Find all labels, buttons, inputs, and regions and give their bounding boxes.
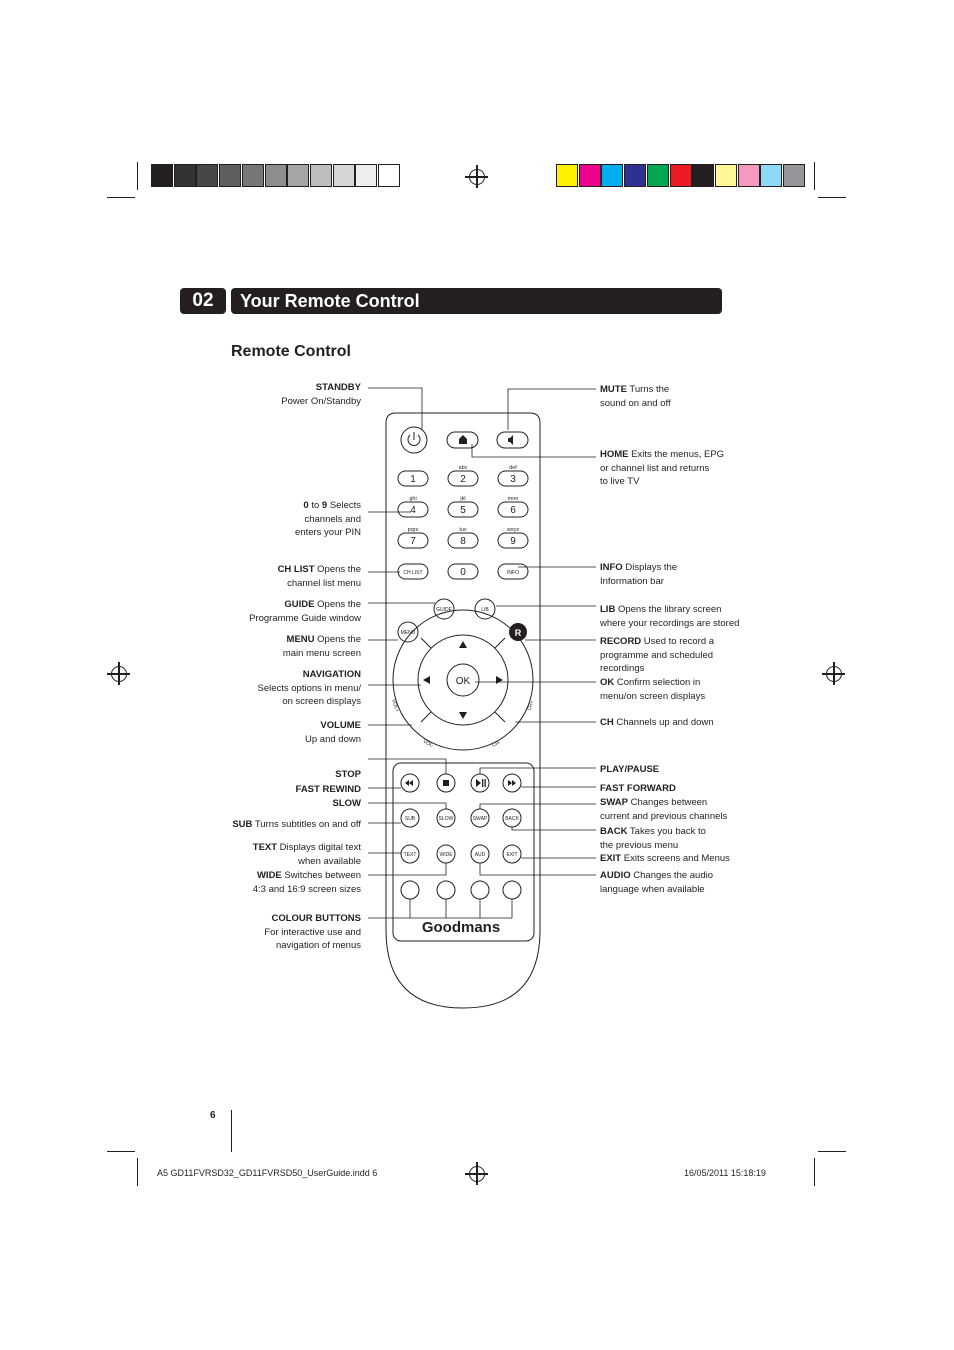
digit-2-letters: abc [458, 465, 468, 471]
label-record: RECORD Used to record a programme and scheduled recordings [600, 636, 715, 674]
digit-3-label: 3 [510, 474, 516, 485]
vol-plus-label: VOL+ [389, 698, 400, 713]
ch-list-label: CH LIST [403, 570, 423, 576]
back-label: BACK [505, 816, 519, 822]
colour-button-blue [503, 881, 521, 899]
label-back: BACK Takes you back to the previous menu [600, 826, 706, 851]
ch-minus-label: CH- [491, 739, 502, 749]
sub-label: SUB [404, 816, 416, 822]
menu-label: MENU [400, 630, 416, 636]
forward-icon [508, 780, 512, 786]
digit-6-label: 6 [510, 505, 516, 516]
colour-button-yellow [471, 881, 489, 899]
label-menu: MENU Opens the main menu screen [282, 634, 361, 659]
ok-label: OK [455, 676, 471, 687]
record-label: R [514, 628, 522, 638]
brand-logo: Goodmans [421, 919, 501, 936]
digit-9-letters: wxyz [506, 527, 520, 533]
digit-1-label: 1 [410, 474, 416, 485]
label-sub: SUB Turns subtitles on and off [232, 819, 361, 830]
chapter-number: 02 [180, 288, 226, 314]
label-play-pause: PLAY/PAUSE [600, 764, 660, 775]
label-ch: CH Channels up and down [600, 717, 714, 728]
label-stop: STOP [335, 769, 361, 780]
vol-minus-label: VOL- [421, 738, 435, 750]
digit-9-label: 9 [510, 536, 516, 547]
colour-button-green [437, 881, 455, 899]
rewind-icon [405, 780, 409, 786]
label-lib: LIB Opens the library screen where your recordings are stored [600, 604, 740, 629]
digit-7-letters: pqrs [407, 527, 419, 533]
digit-4-letters: ghi [409, 496, 417, 502]
label-home: HOME Exits the menus, EPG or channel list and returns to live TV [600, 449, 725, 487]
stop-icon [443, 780, 449, 786]
up-arrow-icon [459, 641, 467, 648]
digit-5-label: 5 [460, 505, 466, 516]
chapter-title: Your Remote Control [231, 288, 722, 314]
digit-5-letters: jkl [460, 496, 466, 502]
speaker-icon [508, 435, 513, 445]
colour-button-red [401, 881, 419, 899]
guide-label: GUIDE [436, 607, 452, 613]
label-navigation: NAVIGATION Selects options in menu/ on screen displays [257, 669, 361, 707]
home-icon [459, 435, 467, 444]
info-label: INFO [507, 570, 519, 576]
label-audio: AUDIO Changes the audio language when available [600, 870, 714, 895]
label-info: INFO Displays the Information bar [600, 562, 678, 587]
label-text: TEXT Displays digital text when available [252, 842, 361, 867]
label-standby: STANDBY Power On/Standby [281, 382, 361, 407]
digit-6-letters: mno [507, 496, 519, 502]
digit-0-label: 0 [460, 567, 466, 578]
down-arrow-icon [459, 712, 467, 719]
swap-label: SWAP [472, 816, 488, 822]
page-divider [231, 1110, 232, 1152]
digit-4-label: 4 [410, 505, 416, 516]
digit-8-label: 8 [460, 536, 466, 547]
digit-2-label: 2 [460, 474, 466, 485]
label-swap: SWAP Changes between current and previous channels [600, 797, 728, 822]
label-ok: OK Confirm selection in menu/on screen displays [600, 677, 706, 702]
slow-label: SLOW [438, 816, 454, 822]
digit-7-label: 7 [410, 536, 416, 547]
lib-label: LIB [481, 607, 489, 613]
footer-date: 16/05/2011 15:18:19 [684, 1168, 766, 1178]
left-arrow-icon [423, 676, 430, 684]
exit-label: EXIT [506, 852, 518, 858]
label-colour-buttons: COLOUR BUTTONS For interactive use and navigation of menus [264, 913, 361, 951]
label-digits: 0 to 9 Selects channels and enters your PIN [295, 500, 361, 538]
label-fast-forward: FAST FORWARD [600, 783, 676, 794]
label-wide: WIDE Switches between 4:3 and 16:9 screen sizes [252, 870, 361, 895]
digit-buttons [398, 471, 528, 579]
label-exit: EXIT Exits screens and Menus [600, 853, 730, 864]
label-guide: GUIDE Opens the Programme Guide window [249, 599, 361, 624]
play-icon [476, 779, 481, 787]
footer-filename: A5 GD11FVRSD32_GD11FVRSD50_UserGuide.indd 6 [157, 1168, 378, 1178]
label-slow: SLOW [332, 798, 361, 809]
text-label: TEXT [403, 852, 417, 858]
label-mute: MUTE Turns the sound on and off [600, 384, 671, 409]
label-fast-rewind: FAST REWIND [295, 784, 361, 795]
digit-3-letters: def [509, 465, 517, 471]
wide-label: WIDE [439, 852, 453, 858]
aud-label: AUD [474, 852, 486, 858]
label-ch-list: CH LIST Opens the channel list menu [277, 564, 361, 589]
label-volume: VOLUME Up and down [305, 720, 361, 745]
page-number: 6 [210, 1110, 216, 1121]
digit-8-letters: tuv [459, 527, 467, 533]
ch-plus-label: CH+ [526, 699, 536, 712]
section-title: Remote Control [231, 343, 351, 360]
right-arrow-icon [496, 676, 503, 684]
